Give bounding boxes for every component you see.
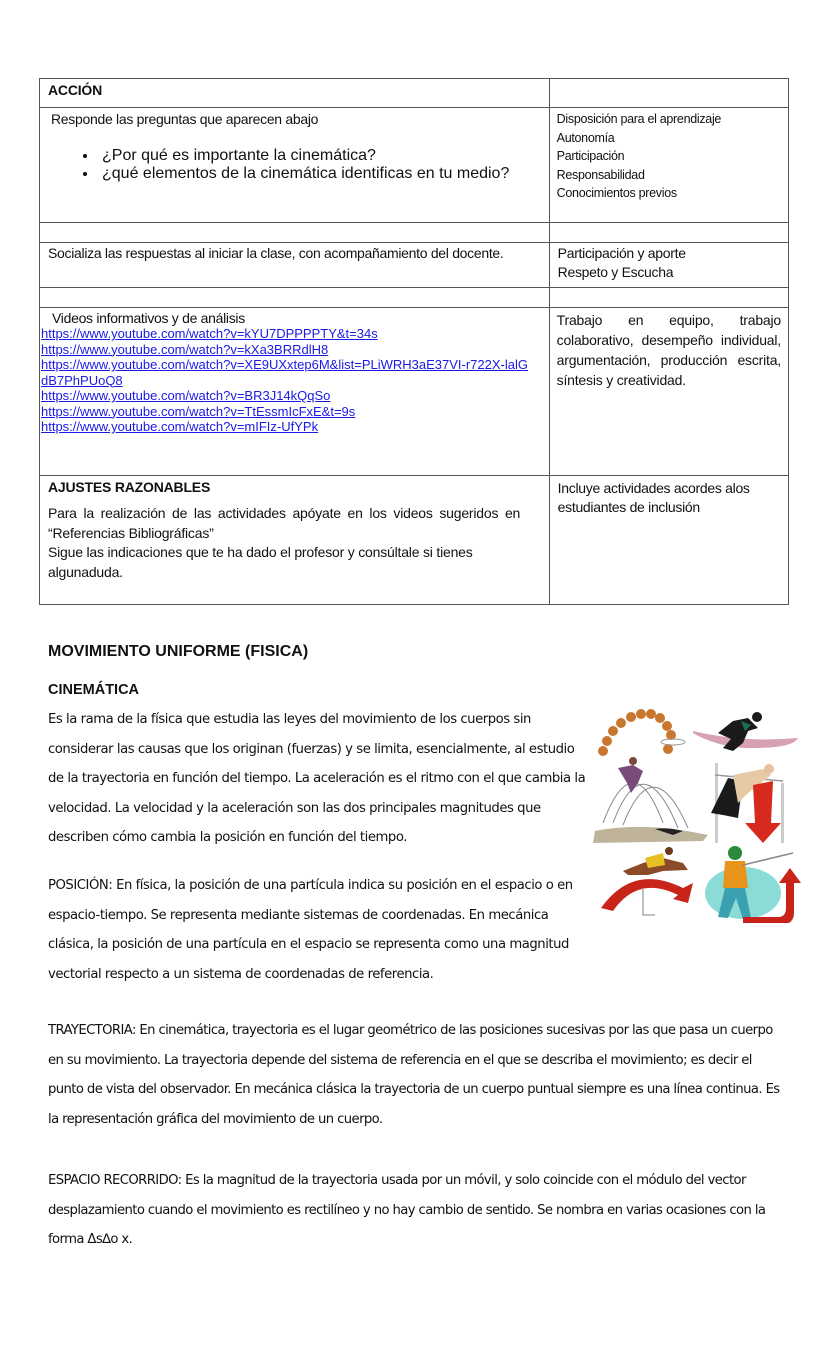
section-title: CINEMÁTICA: [48, 682, 140, 698]
video-link[interactable]: https://www.youtube.com/watch?v=mIFIz-UfYPk: [41, 419, 319, 434]
table-header-row: [40, 79, 789, 108]
table-row-videos: [40, 308, 789, 476]
table-spacer-row: [40, 223, 789, 243]
videos-criteria-text: Trabajo en equipo, trabajo colaborativo, desempeño individual, argumentación, producción escrita, síntesis y creatividad.: [556, 312, 781, 388]
socializa-criteria-cell: [549, 243, 788, 288]
video-link[interactable]: https://www.youtube.com/watch?v=TtEssmIcFxE&t=9s: [41, 403, 356, 419]
main-title: MOVIMIENTO UNIFORME (FISICA): [48, 643, 309, 660]
table-row-socializa: [40, 243, 789, 288]
hurdler-icon: [601, 847, 693, 915]
high-jump-down-arrow-icon: [711, 763, 784, 843]
cinematica-paragraph: Es la rama de la física que estudia las leyes del movimiento de los cuerpos sin considerar las causas que los originan (fuerzas) y se limita, esencialmente, al estudio de la trayectoria en función del tiempo. La aceleración es el ritmo con el que cambia la velocidad. La velocidad y la aceleración son las dos principales magnitudes que describen cómo cambia la posición en función del tiempo.: [48, 712, 586, 845]
accion-heading: ACCIÓN: [48, 82, 103, 98]
table-spacer-row: [40, 288, 789, 308]
criteria-item: Respeto y Escucha: [557, 264, 674, 280]
ajustes-line: “Referencias Bibliográficas”: [48, 524, 214, 541]
criteria-item: Conocimientos previos: [556, 186, 677, 200]
criteria-item: Participación y aporte: [557, 245, 686, 261]
socializa-cell: [40, 243, 550, 288]
header-accion-cell: [40, 79, 550, 108]
basketball-arc-icon: [598, 709, 685, 756]
question-item: • ¿qué elementos de la cinemática identificas en tu medio?: [98, 165, 549, 183]
criteria-item: Responsabilidad: [556, 167, 645, 182]
video-link[interactable]: https://www.youtube.com/watch?v=BR3J14kQqSo: [41, 388, 331, 403]
ajustes-cell: [40, 476, 550, 605]
golfer-up-arrow-icon: [705, 846, 801, 923]
videos-title: Videos informativos y de análisis: [52, 310, 245, 326]
ajustes-criteria-text: Incluye actividades acordes alos estudiantes de inclusión: [557, 480, 750, 515]
video-links: [40, 326, 549, 435]
respond-intro: Responde las preguntas que aparecen abajo: [51, 111, 319, 127]
video-link[interactable]: https://www.youtube.com/watch?v=XE9UXxtep6M&list=PLiWRH3aE37VI-r722X-lalGdB7PhPUoQ8: [41, 357, 528, 388]
posicion-paragraph: POSICIÓN: En física, la posición de una partícula indica su posición en el espacio o en espacio-tiempo. Se representa mediante sistemas de coordenadas. En mecánica clásica, la posición de una partícula en el espacio se representa como una magnitud vectorial respecto a un sistema de coordenadas de referencia.: [48, 878, 573, 982]
video-link[interactable]: https://www.youtube.com/watch?v=kXa3BRRdlH8: [41, 341, 329, 357]
videos-cell: [40, 308, 550, 476]
activity-table: [39, 78, 789, 605]
ajustes-criteria-cell: [549, 476, 788, 605]
questions-list: [40, 147, 549, 183]
runner-icon: [693, 712, 798, 751]
ajustes-line: Sigue las indicaciones que te ha dado el profesor y consúltale si tienes algunaduda.: [48, 544, 473, 580]
table-row-ajustes: [40, 476, 789, 605]
video-link[interactable]: https://www.youtube.com/watch?v=kYU7DPPPPTY&t=34s: [41, 326, 378, 341]
espacio-recorrido-paragraph: ESPACIO RECORRIDO: Es la magnitud de la trayectoria usada por un móvil, y solo coincide con el módulo del vector desplazamiento cuando el movimiento es rectilíneo y no hay cambio de sentido. Se nombra en varias ocasiones con la forma Δs∆o x.: [48, 1173, 766, 1247]
jumper-arc-icon: [593, 757, 708, 843]
socializa-text: Socializa las respuestas al iniciar la clase, con acompañamiento del docente.: [48, 245, 504, 261]
respond-cell: [40, 108, 550, 223]
trayectoria-paragraph: TRAYECTORIA: En cinemática, trayectoria es el lugar geométrico de las posiciones sucesivas por las que pasa un cuerpo en su movimiento. La trayectoria depende del sistema de referencia en el que se describa el movimiento; es decir el punto de vista del observador. En mecánica clásica la trayectoria de un cuerpo puntual siempre es una línea continua. Es la representación gráfica del movimiento de un cuerpo.: [48, 1023, 780, 1127]
sports-illustration-icon: [593, 703, 803, 923]
sports-motion-illustration: [593, 703, 803, 923]
table-row-respond: [40, 108, 789, 223]
criteria-item: Autonomía: [556, 130, 615, 145]
ajustes-line: Para la realización de las actividades apóyate en los videos sugeridos en: [48, 505, 521, 521]
respond-criteria-cell: [549, 108, 788, 223]
criteria-item: Disposición para el aprendizaje: [556, 112, 722, 126]
videos-criteria-cell: [549, 308, 788, 476]
header-empty-cell: [549, 79, 788, 108]
ajustes-heading: AJUSTES RAZONABLES: [48, 479, 211, 495]
criteria-item: Participación: [556, 149, 625, 163]
question-item: • ¿Por qué es importante la cinemática?: [98, 147, 549, 165]
